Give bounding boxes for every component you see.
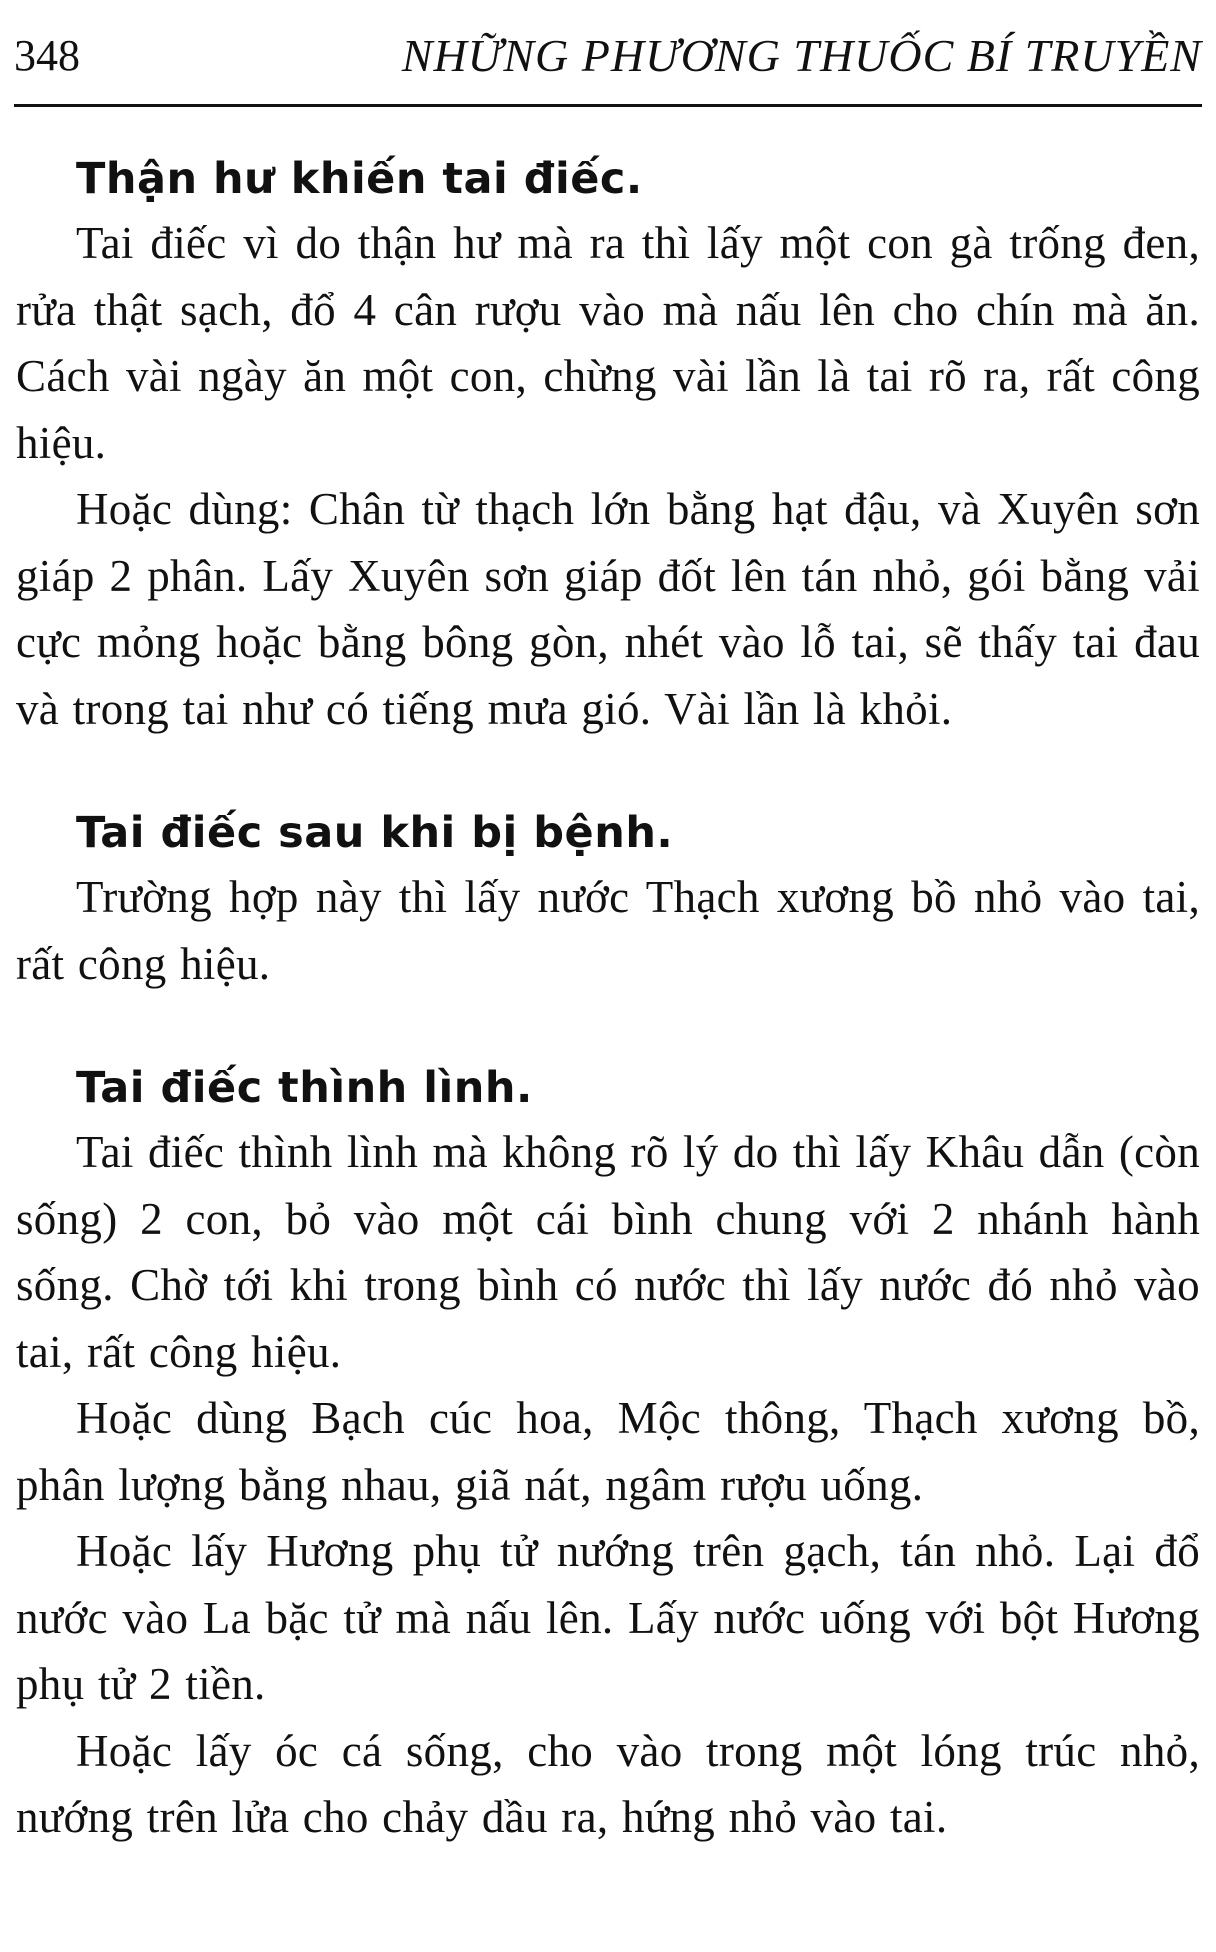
header-rule: [14, 104, 1202, 107]
paragraph: Trường hợp này thì lấy nước Thạch xương bồ nhỏ vào tai, rất công hiệu.: [16, 872, 1200, 989]
section-title: Tai điếc thình lình.: [76, 1063, 533, 1113]
page-number: 348: [14, 31, 80, 80]
section-kidney-deafness: [16, 148, 1200, 742]
paragraph: Tai điếc thình lình mà không rõ lý do thì lấy Khâu dẫn (còn sống) 2 con, bỏ vào một cái bình chung với 2 nhánh hành sống. Chờ tới khi trong bình có nước thì lấy nước đó nhỏ vào tai, rất công hiệu.: [16, 1127, 1200, 1377]
paragraph: Hoặc lấy óc cá sống, cho vào trong một lóng trúc nhỏ, nướng trên lửa cho chảy dầu ra, hứng nhỏ vào tai.: [16, 1725, 1200, 1842]
paragraph: Hoặc lấy Hương phụ tử nướng trên gạch, tán nhỏ. Lại đổ nước vào La bặc tử mà nấu lên. Lấy nước uống với bột Hương phụ tử 2 tiền.: [16, 1526, 1200, 1709]
page-header: [14, 18, 1202, 90]
paragraph: Hoặc dùng: Chân từ thạch lớn bằng hạt đậu, và Xuyên sơn giáp 2 phân. Lấy Xuyên sơn giáp đốt lên tán nhỏ, gói bằng vải cực mỏng hoặc bằng bông gòn, nhét vào lỗ tai, sẽ thấy tai đau và trong tai như có tiếng mưa gió. Vài lần là khỏi.: [16, 484, 1200, 734]
paragraph: Tai điếc vì do thận hư mà ra thì lấy một con gà trống đen, rửa thật sạch, đổ 4 cân rượu vào mà nấu lên cho chín mà ăn. Cách vài ngày ăn một con, chừng vài lần là tai rõ ra, rất công hiệu.: [16, 218, 1200, 468]
section-title: Thận hư khiến tai điếc.: [76, 154, 643, 204]
section-post-illness-deafness: [16, 802, 1200, 997]
section-sudden-deafness: [16, 1057, 1200, 1851]
paragraph: Hoặc dùng Bạch cúc hoa, Mộc thông, Thạch xương bồ, phân lượng bằng nhau, giã nát, ngâm rượu uống.: [16, 1393, 1200, 1510]
page-content: [16, 148, 1200, 1851]
section-title: Tai điếc sau khi bị bệnh.: [76, 808, 674, 858]
running-title: NHỮNG PHƯƠNG THUỐC BÍ TRUYỀN: [401, 30, 1202, 81]
